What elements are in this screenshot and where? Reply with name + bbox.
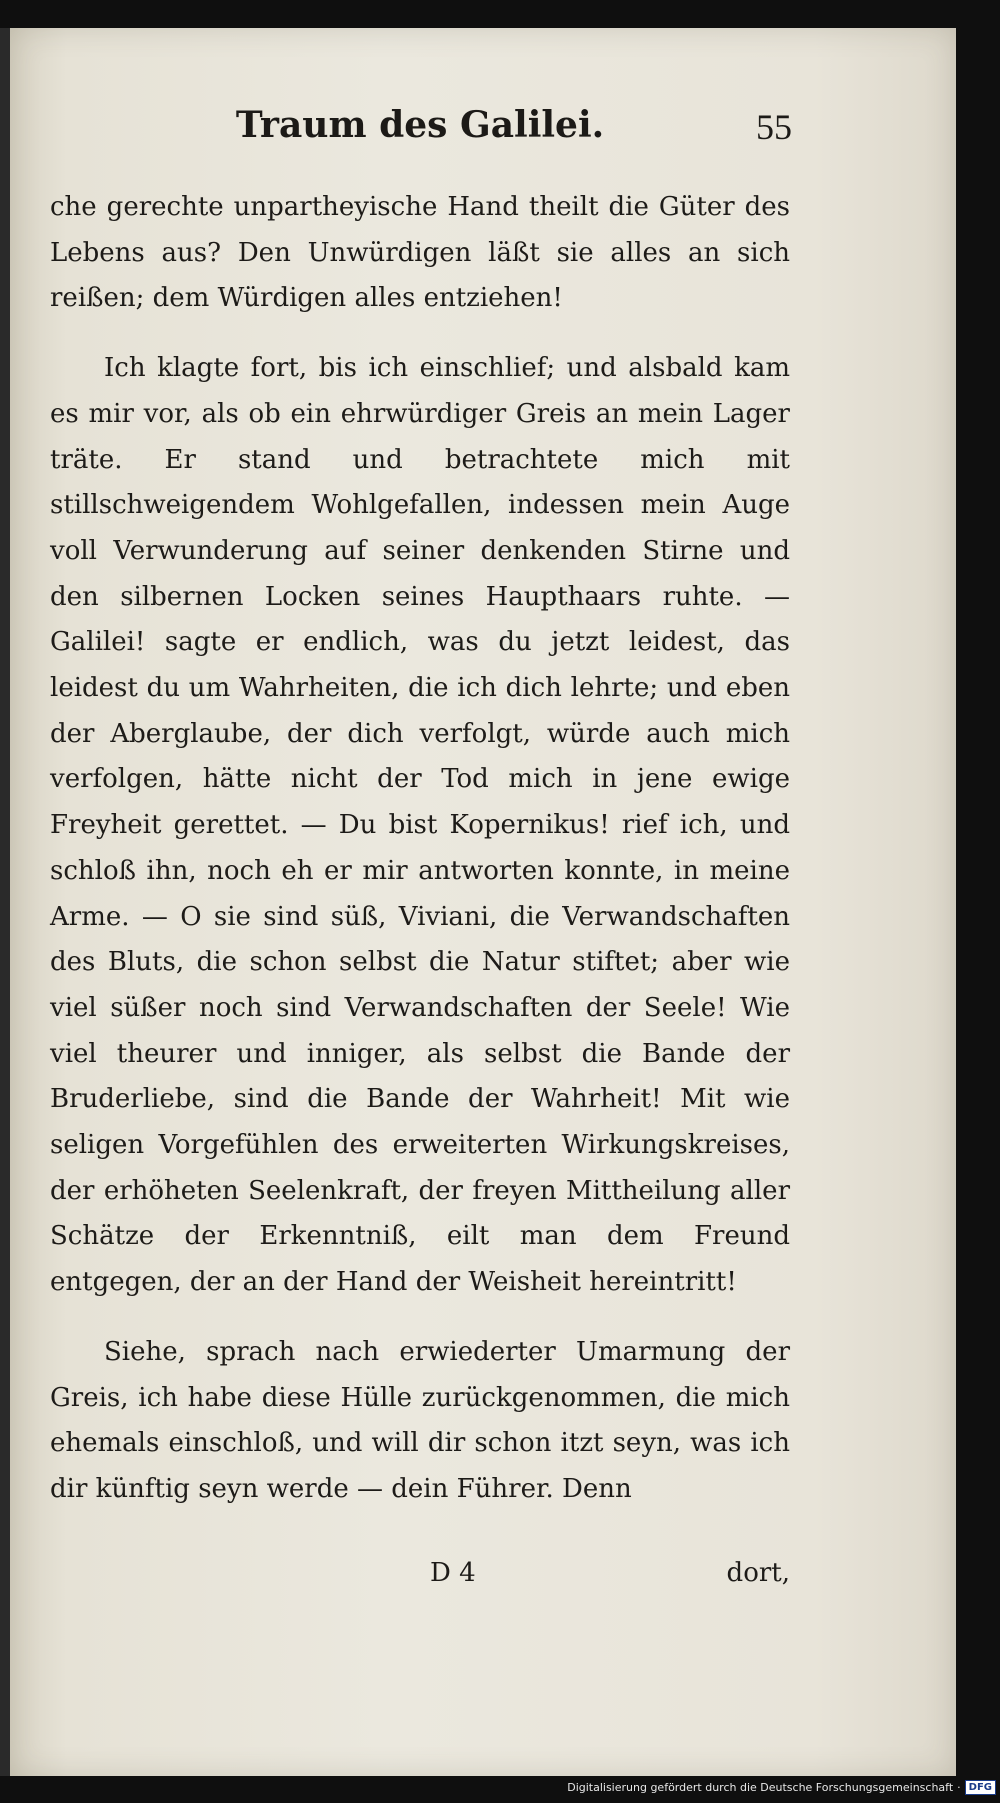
digitization-credit	[567, 1777, 996, 1797]
book-edge	[0, 28, 10, 1776]
paragraph-1: che gerechte unpartheyische Hand theilt die Güter des Lebens aus? Den Unwürdigen läßt sie alles an sich reißen; dem Würdigen alles entziehen!	[50, 192, 790, 314]
body-text	[50, 185, 790, 1513]
page-header	[50, 100, 790, 160]
running-head: Traum des Galilei.	[235, 104, 605, 146]
dfg-logo: DFG	[965, 1780, 996, 1795]
catchword: dort,	[726, 1558, 790, 1588]
credit-separator: ·	[957, 1780, 961, 1794]
paragraph-2: Ich klagte fort, bis ich einschlief; und alsbald kam es mir vor, als ob ein ehrwürdiger Greis an mein Lager träte. Er stand und betrachtete mich mit stillschweigendem Wohlgefallen, indessen mein Auge voll Verwunderung auf seiner denkenden Stirne und den silbernen Locken seines Haupthaars ruhte. — Galilei! sagte er endlich, was du jetzt leidest, das leidest du um Wahrheiten, die ich dich lehrte; und eben der Aberglaube, der dich verfolgt, würde auch mich verfolgen, hätte nicht der Tod mich in jene ewige Freyheit gerettet. — Du bist Kopernikus! rief ich, und schloß ihn, noch eh er mir antworten konnte, in meine Arme. — O sie sind süß, Viviani, die Verwandschaften des Bluts, die schon selbst die Natur stiftet; aber wie viel süßer noch sind Verwandschaften der Seele! Wie viel theurer und inniger, als selbst die Bande der Bruderliebe, sind die Bande der Wahrheit! Mit wie seligen Vorgefühlen des erweiterten Wirkungskreises, der erhöheten Seelenkraft, der freyen Mittheilung aller Schätze der Erkenntniß, eilt man dem Freund entgegen, der an der Hand der Weisheit hereintritt!	[50, 353, 790, 1298]
page-footer	[50, 1558, 790, 1604]
page-number: 55	[756, 107, 792, 147]
credit-text: Digitalisierung gefördert durch die Deutsche Forschungsgemeinschaft	[567, 1780, 954, 1794]
paragraph-3: Siehe, sprach nach erwiederter Umarmung der Greis, ich habe diese Hülle zurückgenommen, die mich ehemals einschloß, und will dir schon itzt seyn, was ich dir künftig seyn werde — dein Führer. Denn	[50, 1336, 790, 1504]
signature-mark: D 4	[430, 1558, 476, 1588]
